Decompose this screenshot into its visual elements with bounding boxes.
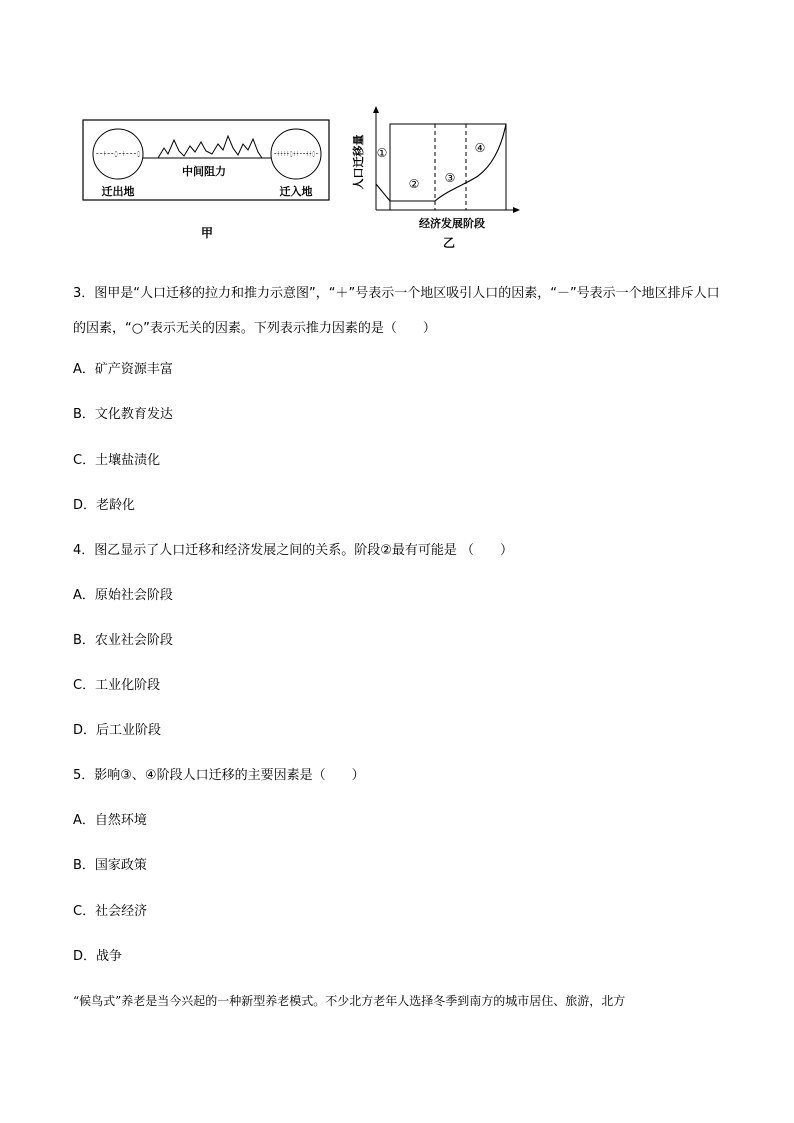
stage-label-1: ① <box>376 146 388 160</box>
mountains <box>158 136 262 158</box>
question-5-option-d[interactable]: D．战争 <box>73 949 123 964</box>
stage-label-4: ④ <box>474 141 486 155</box>
question-5-option-a[interactable]: A．自然环境 <box>73 813 147 828</box>
x-axis-arrow <box>513 207 520 213</box>
x-axis-label: 经济发展阶段 <box>419 217 485 230</box>
y-axis-label: 人口迁移量 <box>352 134 365 190</box>
question-5-option-c[interactable]: C．社会经济 <box>73 904 148 919</box>
middle-label: 中间阻力 <box>182 165 226 178</box>
question-4-option-a[interactable]: A．原始社会阶段 <box>73 588 173 603</box>
stage-frame <box>390 124 506 210</box>
question-5-option-b[interactable]: B．国家政策 <box>73 858 147 873</box>
question-3-option-c[interactable]: C．土壤盐渍化 <box>73 453 161 468</box>
question-3-option-b[interactable]: B．文化教育发达 <box>73 407 173 422</box>
stage-label-2: ② <box>408 177 420 191</box>
question-3-option-a[interactable]: A．矿产资源丰富 <box>73 362 173 377</box>
question-4-option-c[interactable]: C．工业化阶段 <box>73 678 161 693</box>
question-4-option-b[interactable]: B．农业社会阶段 <box>73 633 173 648</box>
origin-symbols: − − + − − ○ − + − − − ○ <box>96 149 141 158</box>
question-5-stem: 5．影响③、④阶段人口迁移的主要因素是（ ） <box>73 768 365 783</box>
question-3-stem: 3．图甲是“人口迁移的拉力和推力示意图”，“＋”号表示一个地区吸引人口的因素，“－”号表示一个地区排斥人口的因素，“○”表示无关的因素。下列表示推力因素的是（ ） <box>73 286 720 336</box>
origin-label: 迁出地 <box>101 185 135 198</box>
figure-yi <box>348 104 528 248</box>
y-axis-arrow <box>373 106 379 113</box>
passage-text: “候鸟式”养老是当今兴起的一种新型养老模式。不少北方老年人选择冬季到南方的城市居住、旅游，北方 <box>73 994 626 1008</box>
question-4-option-d[interactable]: D．后工业阶段 <box>73 723 162 738</box>
destination-symbols: − + + + + ○ + + − − + + ○ − <box>274 149 318 158</box>
figure-yi-caption: 乙 <box>442 236 456 248</box>
stage-label-3: ③ <box>444 171 456 185</box>
migration-curve <box>376 124 506 201</box>
question-4-stem: 4．图乙显示了人口迁移和经济发展之间的关系。阶段②最有可能是 （ ） <box>73 543 514 558</box>
question-3-option-d[interactable]: D．老龄化 <box>73 498 136 513</box>
destination-label: 迁入地 <box>279 185 313 198</box>
figure-jia <box>80 118 335 243</box>
figure-jia-caption: 甲 <box>200 226 214 240</box>
